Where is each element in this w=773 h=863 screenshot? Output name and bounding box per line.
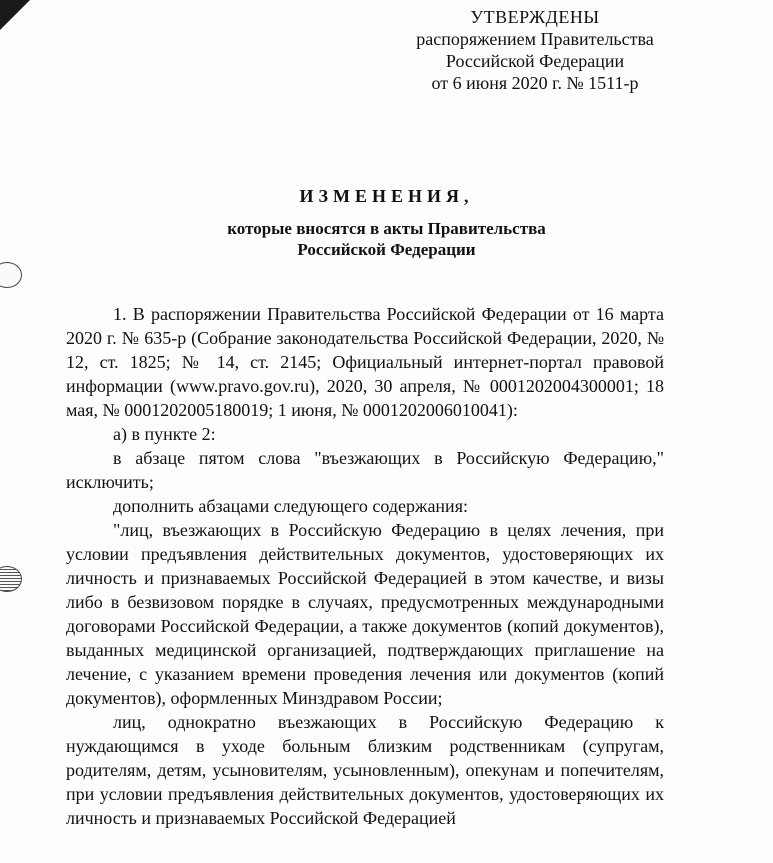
approval-heading: УТВЕРЖДЕНЫ — [470, 7, 600, 27]
body-paragraph: в абзаце пятом слова "въезжающих в Российскую Федерацию," исключить; — [66, 448, 664, 492]
punch-hole-icon — [0, 566, 22, 592]
subtitle-line: которые вносятся в акты Правительства — [227, 219, 546, 238]
body-paragraph: "лиц, въезжающих в Российскую Федерацию в целях лечения, при условии предъявления действительных документов, удостоверяющих их личность и признаваемых Российской Федерацией в этом качестве, и визы либо в безвизовом порядке в случаях, предусмотренных международными договорами Российской Федерации, а также документов (копий документов), выданных медицинской организацией, подтверждающих приглашение на лечение, с указанием времени проведения лечения или документов (копий документов), оформленных Минздравом России; — [66, 520, 664, 708]
body-paragraph: 1. В распоряжении Правительства Российской Федерации от 16 марта 2020 г. № 635-р (Собрание законодательства Российской Федерации, 2020, № 12, ст. 1825; № 14, ст. 2145; Официальный интернет-портал правовой информации (www.pravo.gov.ru), 2020, 30 апреля, № 0001202004300001; 18 мая, № 0001202005180019; 1 июня, № 0001202006010041): — [66, 304, 664, 420]
body-paragraph: дополнить абзацами следующего содержания: — [113, 496, 468, 516]
document-subtitle — [0, 218, 773, 260]
body-paragraph: лиц, однократно въезжающих в Российскую Федерацию к нуждающимся в уходе больным близким родственникам (супругам, родителям, детям, усыновителям, усыновленным), опекунам и попечителям, при условии предъявления действительных документов, удостоверяющих их личность и признаваемых Российской Федерацией — [66, 712, 664, 828]
approval-date: от 6 июня 2020 г. № 1511-р — [431, 73, 639, 93]
document-body — [66, 302, 664, 830]
document-title: ИЗМЕНЕНИЯ, — [299, 186, 474, 206]
approval-line: распоряжением Правительства — [416, 29, 654, 49]
punch-hole-icon — [0, 262, 22, 288]
approval-line: Российской Федерации — [445, 51, 625, 71]
approval-stamp-block — [380, 6, 690, 94]
subtitle-line: Российской Федерации — [297, 240, 476, 259]
body-paragraph: а) в пункте 2: — [113, 424, 216, 444]
scan-corner-mark — [0, 0, 30, 30]
